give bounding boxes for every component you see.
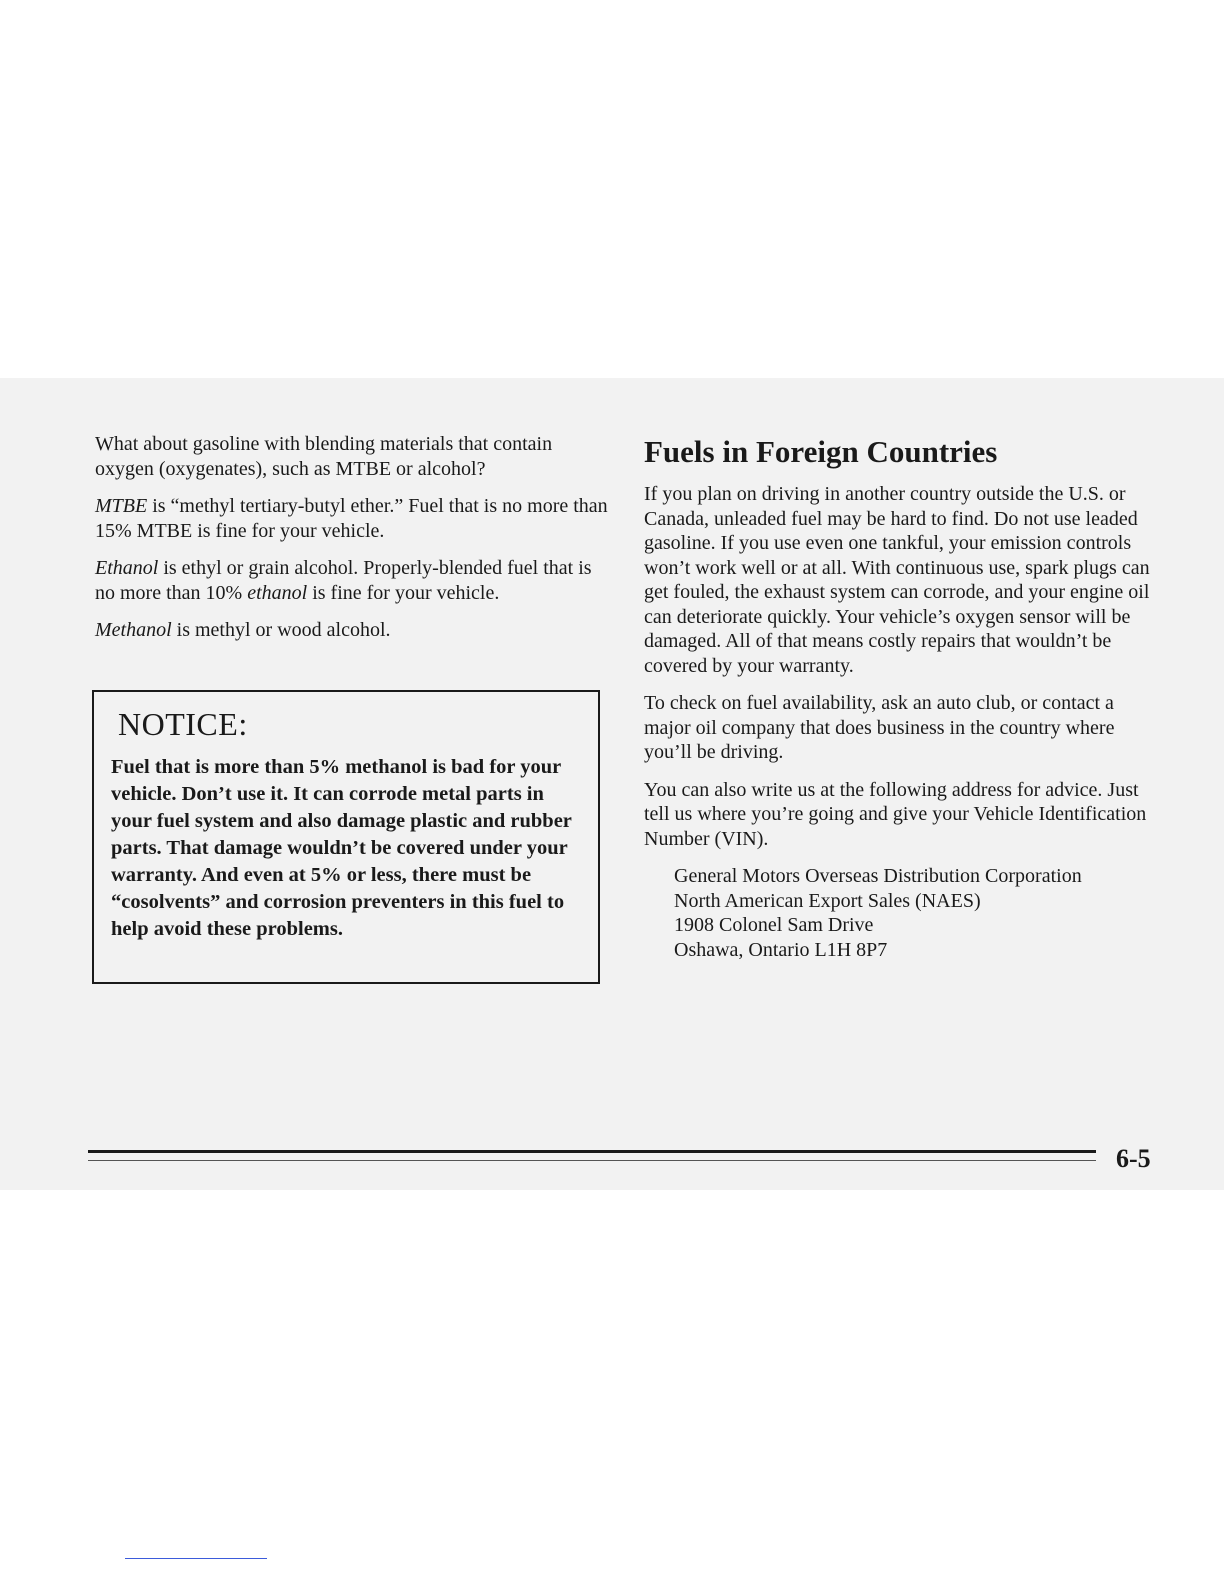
methanol-text: is methyl or wood alcohol. bbox=[171, 619, 391, 641]
ethanol-term-inline: ethanol bbox=[247, 581, 308, 604]
ethanol-text-b: is fine for your vehicle. bbox=[307, 581, 500, 604]
ethanol-term: Ethanol bbox=[95, 557, 159, 579]
ethanol-paragraph bbox=[95, 556, 610, 605]
notice-box bbox=[92, 690, 600, 984]
ethanol-text-a: is ethyl or grain alcohol. Properly-blended fuel that is no more than 10% bbox=[95, 557, 592, 604]
write-us-paragraph: You can also write us at the following address for advice. Just tell us where you’re going and give your Vehicle Identification Number (VIN). bbox=[644, 778, 1147, 850]
page-number: 6-5 bbox=[1116, 1144, 1151, 1173]
footer-rule-thick bbox=[88, 1150, 1096, 1153]
fuel-availability-paragraph: To check on fuel availability, ask an auto club, or contact a major oil company that does business in the country where you’ll be driving. bbox=[644, 692, 1115, 763]
foreign-fuel-paragraph: If you plan on driving in another country outside the U.S. or Canada, unleaded fuel may be hard to find. Do not use leaded gasoline. If you use even one tankful, your emission controls won’t work well or at all. With continuous use, spark plugs can get fouled, the exhaust system can corrode, and your engine oil can deteriorate quickly. Your vehicle’s oxygen sensor will be damaged. All of that means costly repairs that wouldn’t be covered by your warranty. bbox=[644, 483, 1150, 677]
right-column bbox=[644, 432, 1164, 962]
footer-rule-thin bbox=[88, 1160, 1096, 1161]
mailing-address bbox=[674, 864, 1164, 962]
address-line: North American Export Sales (NAES) bbox=[674, 889, 981, 912]
notice-title: NOTICE: bbox=[118, 706, 248, 742]
mtbe-text: is “methyl tertiary-butyl ether.” Fuel that is no more than 15% MTBE is fine for your vehicle. bbox=[95, 495, 608, 542]
left-column bbox=[95, 432, 610, 656]
address-line: Oshawa, Ontario L1H 8P7 bbox=[674, 938, 888, 961]
address-line: General Motors Overseas Distribution Corporation bbox=[674, 865, 1082, 887]
methanol-paragraph bbox=[95, 618, 610, 643]
address-line: 1908 Colonel Sam Drive bbox=[674, 914, 874, 936]
notice-body: Fuel that is more than 5% methanol is bad for your vehicle. Don’t use it. It can corrode metal parts in your fuel system and also damage plastic and rubber parts. That damage wouldn’t be covered under your warranty. And even at 5% or less, there must be “cosolvents” and corrosion preventers in this fuel to help avoid these problems. bbox=[111, 756, 572, 940]
mtbe-term: MTBE bbox=[95, 495, 148, 517]
footer-link-underline bbox=[125, 1558, 267, 1559]
intro-paragraph: What about gasoline with blending materials that contain oxygen (oxygenates), such as MTBE or alcohol? bbox=[95, 433, 553, 480]
mtbe-paragraph bbox=[95, 494, 610, 543]
methanol-term: Methanol bbox=[95, 619, 172, 641]
section-heading: Fuels in Foreign Countries bbox=[644, 434, 998, 469]
